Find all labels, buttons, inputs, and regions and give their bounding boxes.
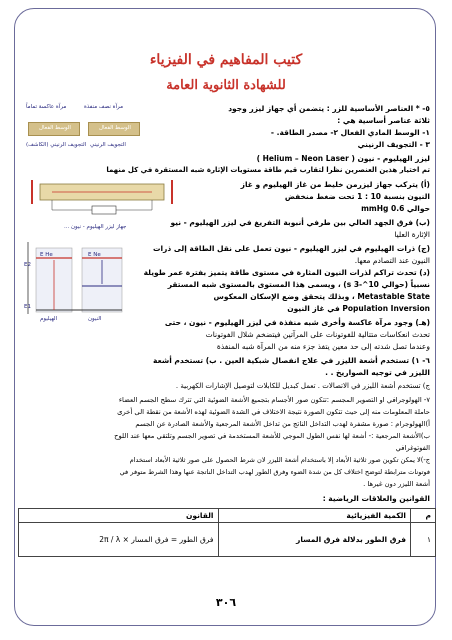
tube-caption: جهاز ليزر الهيليوم - نيون ...	[64, 224, 127, 230]
energy-level-diagram	[22, 238, 132, 322]
level-label-ne: E Ne	[88, 252, 101, 258]
level-label-he: E He	[40, 252, 53, 258]
line-reflections: تحدث انعكاسات متتالية للفوتونات على المرآتين فيتضخم شلال الفوتونات	[205, 330, 430, 339]
page-title: كتيب المفاهيم في الفيزياء	[149, 52, 303, 68]
line-components-heading: ٥- * العناصر الأساسية للزر : يتضمن أي جهاز ليزر وجود	[228, 104, 430, 113]
line-uses-1: ٦- ١) تستخدم أشعة الليزر في علاج انفصال شبكية العين . ب) تستخدم أشعة	[153, 356, 430, 365]
active-medium-label-right: الوسط الفعال	[99, 125, 131, 131]
line-reference-beam: ب)الأشعة المرجعية :- أشعة لها نفس الطول الموجي للأشعة المستخدمة في تصوير الجسم وتلتقي معها عند اللوح	[114, 432, 430, 440]
line-coherent-photons: فوتونات مترابطة لتوضح اختلاف كل من شدة الضوء وفرق الطور لهدب التداخل الناتجة عنها وهذا الشرط متوفر في	[119, 468, 430, 476]
line-choice-reason: تم اختيار هذين العنصرين نظرا لتقارب قيم طاقة مستويات الإثارة شبه المستقرة في كل منهما	[106, 166, 430, 174]
line-collision: النيون عند التصادم معها.	[354, 256, 430, 265]
line-point-a: (أ) يتركب جهاز ليزرمن خليط من غاز الهيليوم و غاز	[240, 180, 430, 189]
level-label-e2: E2	[24, 262, 31, 268]
line-hologram: أ)الهولوجرام : صورة مشفرة لهدب التداخل الناتج من تداخل الأشعة المرجعية والأشعة الصادرة عن الجسم	[135, 420, 430, 428]
line-transmission: وعندما تصل شدته إلى حد معين يتفذ جزء منه من المرآة شبه المنفذة	[216, 342, 430, 351]
line-laser-only: أشعة الليزر دون غيرها .	[363, 480, 430, 488]
laws-heading: القوانين والعلاقات الرياضية :	[322, 494, 430, 503]
line-he-ne-heading: ليزر الهيليوم - نيون ( Helium – Neon Laser )	[256, 154, 430, 163]
laws-table	[18, 508, 436, 557]
col-index: م	[411, 509, 436, 523]
col-quantity: الكمية الفيزيائية	[218, 509, 411, 523]
level-label-e1: E1	[24, 304, 31, 310]
line-point-e: (هـ) وجود مرآة عاكسة وأخرى شبه منفذة في ليزر الهيليوم - نيون ، حتى	[164, 318, 430, 327]
line-pressure: حوالي 0.6 mmHg	[361, 204, 430, 213]
page-number: ٣٠٦	[215, 596, 237, 609]
line-uses-3: ج) تستخدم أشعة الليزر في الاتصالات . تعمل كبديل للكابلات لتوصيل الإشارات الكهربية .	[175, 382, 430, 390]
line-component-1-2: ١- الوسط المادي الفعال ٢- مصدر الطاقة. -	[270, 128, 430, 137]
discharge-tube-diagram	[22, 172, 182, 222]
row-law: فرق الطور = فرق المسار × 2π / λ	[19, 523, 219, 557]
line-components-count: ثلاثة عناصر أساسية هي :	[337, 116, 430, 125]
fig-caption-left: مرآة عاكسة تماماً	[26, 104, 67, 110]
fig-caption-right: مرآة نصف منفذة	[84, 104, 124, 110]
laws-table-header	[19, 509, 436, 523]
line-point-b: (ب) فرق الجهد العالي بين طرفي أنبوبة التفريغ في ليزر الهيليوم - نيو	[170, 218, 430, 227]
row-index: ١	[411, 523, 436, 557]
active-medium-box-right	[88, 122, 140, 136]
level-caption-he: الهيليوم	[40, 316, 58, 322]
line-photo-plate: الفوتوغرافي	[395, 444, 430, 452]
line-metastable: Metastable State ، وبذلك يتحقق وضع الإسكان المعكوس	[213, 292, 430, 301]
page-subtitle: للشهادة الثانوية العامة	[166, 78, 286, 93]
col-law: القانون	[19, 509, 219, 523]
level-caption-ne: النيون	[88, 316, 102, 322]
line-lifetime: نسبياً (حوالي 10^-3 s) ، ويسمى هذا المستوى بالمستوى شبه المستقر	[167, 280, 430, 289]
line-3d-condition: ج-)لا يمكن تكوين صور ثلاثية الأبعاد إلا باستخدام أشعة الليزر لان شرط الحصول على صور ثلاثية الأبعاد استخدام	[129, 456, 430, 464]
line-population-inversion: Population Inversion في غاز النيون	[287, 304, 430, 313]
line-point-c: (ج) ذرات الهيليوم في ليزر الهيليوم - نيون تعمل على نقل الطاقة إلى ذرات	[152, 244, 430, 253]
line-holography-def: ٧- الهولوجرافي او التصوير المجسم :تتكون صور الأجسام بتجميع الأشعة الضوئية التي تترك سطح الجسم العضاء	[118, 396, 430, 404]
line-uses-2: الليزر في توجيه الصواريخ . .	[325, 368, 430, 377]
fig-under-right: التجويف الرنيني	[90, 142, 126, 148]
line-holography-info: حاملة المعلومات منه إلى حيث تتكون الصورة نتيجة الاختلاف في الشدة الضوئية لهذه الأشعة من نقطة الى أخرى	[117, 408, 430, 416]
line-component-3: ٣ - التجويف الرنيني	[357, 140, 430, 149]
row-quantity: فرق الطور بدلالة فرق المسار	[218, 523, 411, 557]
table-row	[19, 523, 436, 557]
fig-under-left: التجويف الرنيني (الكاشف)	[26, 142, 87, 148]
active-medium-label-left: الوسط الفعال	[39, 125, 71, 131]
laser-components-figure	[26, 104, 142, 160]
line-ratio: النيون بنسبة 10 : 1 تحت ضغط منخفض	[284, 192, 430, 201]
active-medium-box-left	[28, 122, 80, 136]
line-excitation: الإثارة العليا	[394, 230, 430, 239]
line-point-d: (د) تحدث تراكم لذرات النيون المثارة في مستوى طاقة يتميز بفترة عمر طويلة	[143, 268, 430, 277]
